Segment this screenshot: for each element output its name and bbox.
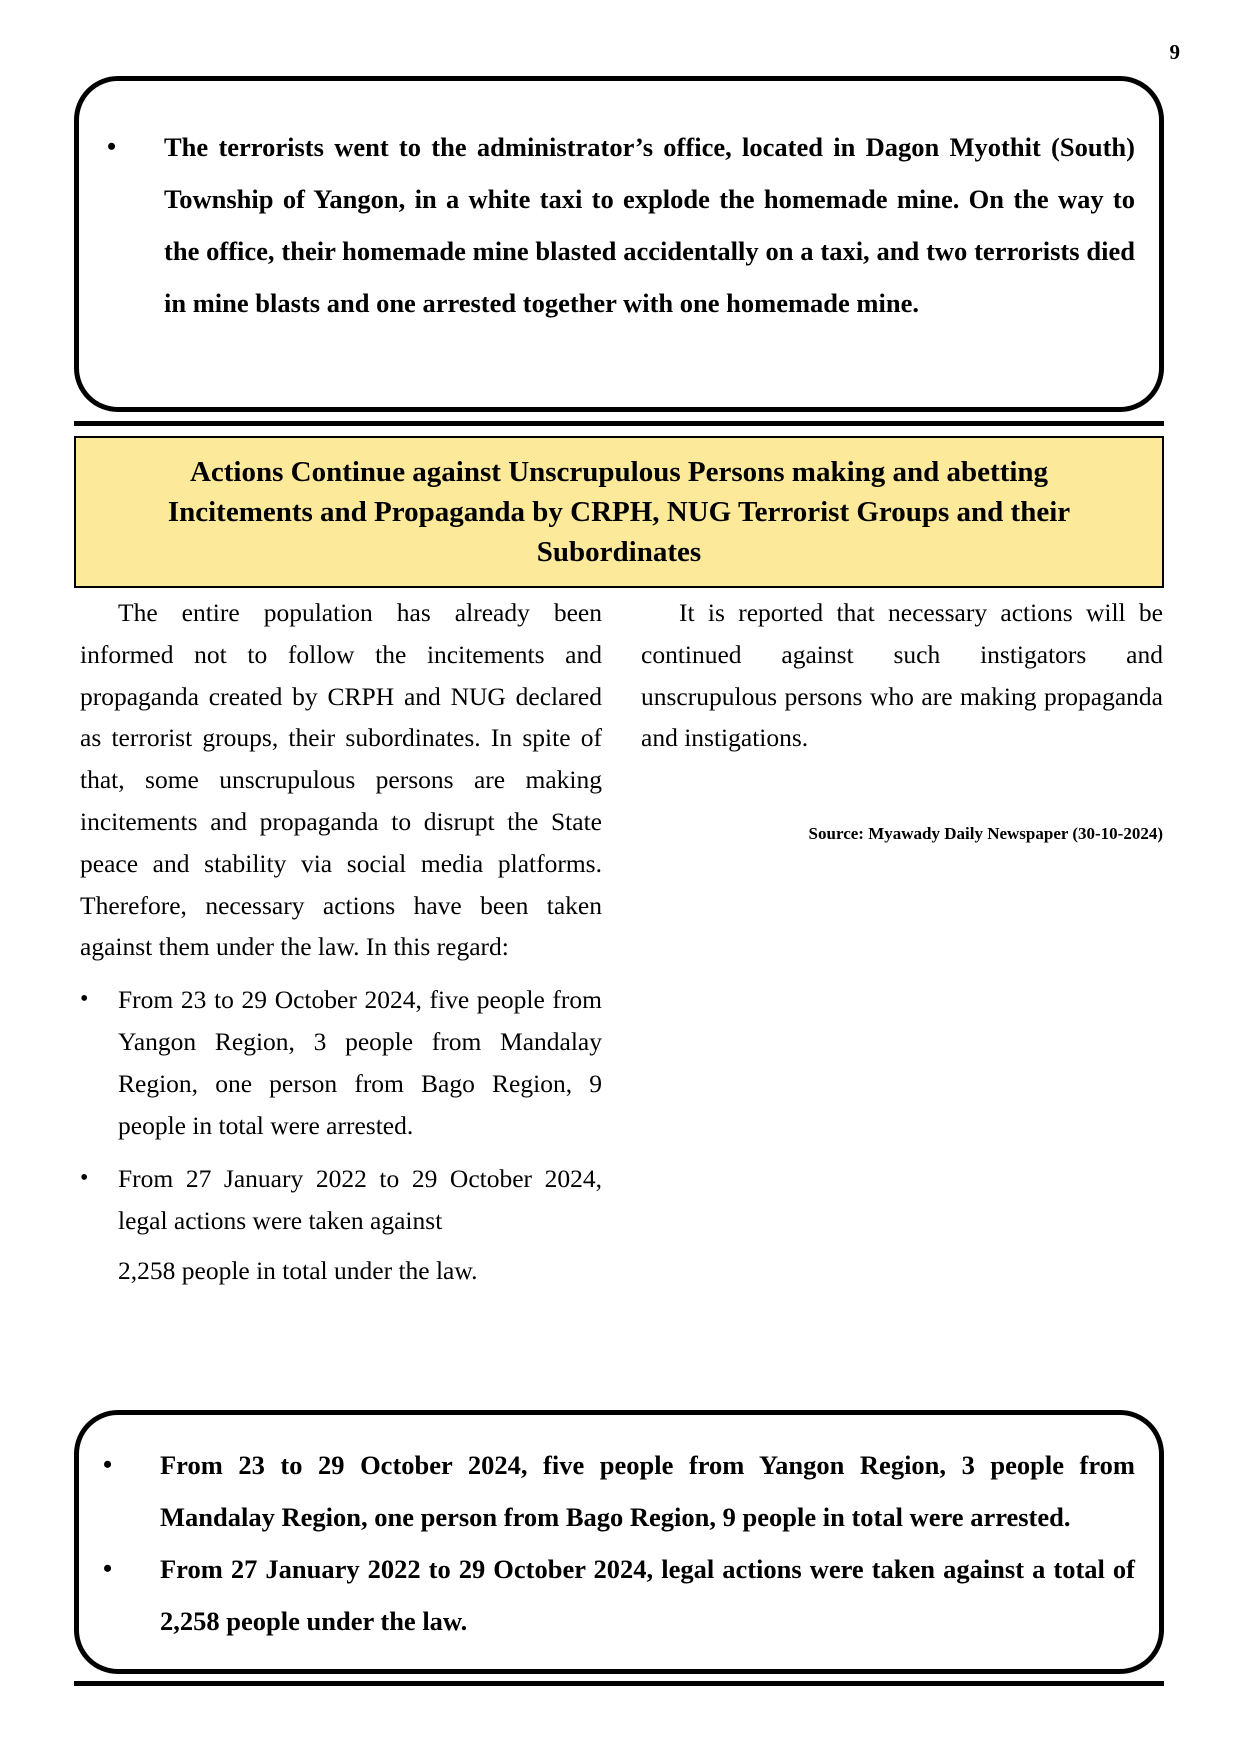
article-title: Actions Continue against Unscrupulous Persons making and abetting Incitements and Propaganda by CRPH, NUG Terrorist Groups and their Subordinates <box>167 456 1071 568</box>
article-title-box <box>74 436 1164 588</box>
article-intro-paragraph: The entire population has already been informed not to follow the incitements and propaganda created by CRPH and NUG declared as terrorist groups, their subordinates. In spite of that, some unscrupulous persons are making incitements and propaganda to disrupt the State peace and stability via social media platforms. Therefore, necessary actions have been taken against them under the law. In this regard: <box>80 598 602 962</box>
bottom-summary-box <box>74 1410 1164 1674</box>
article-bullet-arrests: • From 23 to 29 October 2024, five people from Yangon Region, 3 people from Mandalay Region, one person from Bago Region, 9 people in total were arrested. <box>80 979 602 1146</box>
page-number: 9 <box>1169 40 1180 64</box>
article-closing-paragraph: It is reported that necessary actions will be continued against such instigators and unscrupulous persons who are making propaganda and instigations. <box>641 598 1163 753</box>
section-divider-bottom <box>74 1681 1164 1686</box>
article-bullet-continuation: 2,258 people in total under the law. <box>118 1255 478 1285</box>
article-left-column <box>80 592 602 1292</box>
article-bullet-list <box>80 979 602 1242</box>
article-bullet-legal-actions: • From 27 January 2022 to 29 October 2024, legal actions were taken against <box>80 1158 602 1242</box>
article-right-column <box>641 592 1163 845</box>
bottom-summary-list <box>103 1439 1135 1647</box>
section-divider-top <box>74 421 1164 426</box>
bottom-summary-bullet-legal-actions: • From 27 January 2022 to 29 October 2024, legal actions were taken against a total of 2,258 people under the law. <box>103 1543 1135 1647</box>
top-summary-list <box>107 121 1135 329</box>
top-summary-bullet: • The terrorists went to the administrator’s office, located in Dagon Myothit (South) Township of Yangon, in a white taxi to explode the homemade mine. On the way to the office, their homemade mine blasted accidentally on a taxi, and two terrorists died in mine blasts and one arrested together with one homemade mine. <box>107 121 1135 329</box>
bottom-summary-bullet-arrests: • From 23 to 29 October 2024, five people from Yangon Region, 3 people from Mandalay Region, one person from Bago Region, 9 people in total were arrested. <box>103 1439 1135 1543</box>
source-citation: Source: Myawady Daily Newspaper (30-10-2024) <box>808 824 1163 844</box>
top-summary-box <box>74 76 1164 412</box>
